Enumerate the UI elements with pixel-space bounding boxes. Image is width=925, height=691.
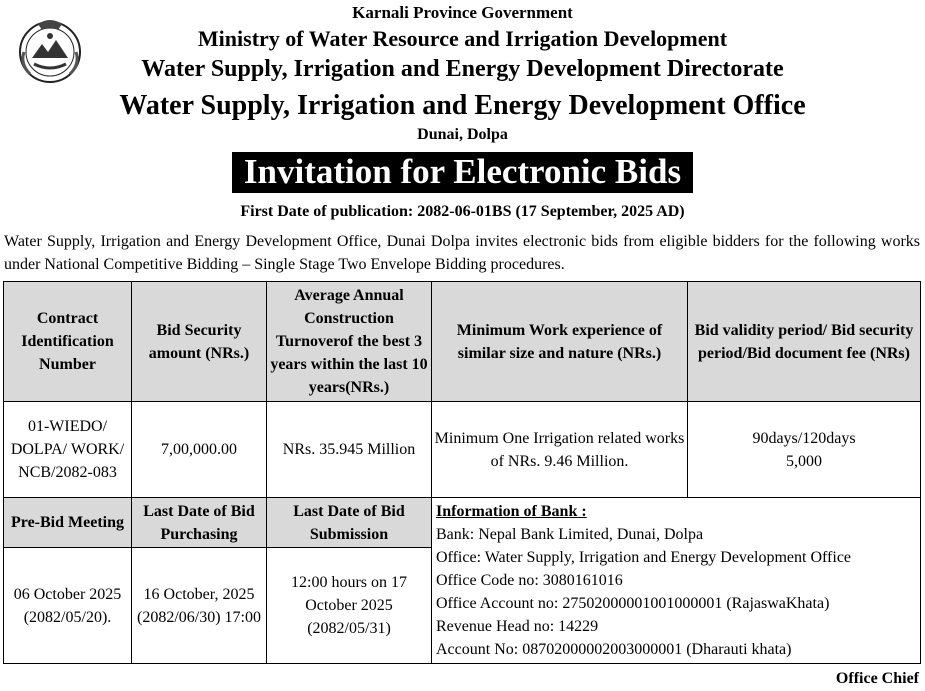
bank-account-no: Account No: 08702000002003000001 (Dharauti khata) <box>436 641 792 658</box>
cell-experience: Minimum One Irrigation related works of NRs. 9.46 Million. <box>432 402 688 498</box>
document-fee: 5,000 <box>786 452 822 470</box>
bank-office: Office: Water Supply, Irrigation and Energy Development Office <box>436 549 852 566</box>
bid-details-table <box>3 281 921 664</box>
header-purchase: Last Date of Bid Purchasing <box>132 498 267 548</box>
bank-info-title: Information of Bank : <box>436 503 587 520</box>
validity-period: 90days/120days <box>752 429 856 447</box>
header-prebid: Pre-Bid Meeting <box>4 498 132 548</box>
cell-prebid: 06 October 2025 (2082/05/20). <box>4 548 132 664</box>
cell-contract-id: 01-WIEDO/ DOLPA/ WORK/ NCB/2082-083 <box>4 402 132 498</box>
cell-purchase: 16 October, 2025 (2082/06/30) 17:00 <box>132 548 267 664</box>
signature: Office Chief <box>835 670 919 687</box>
cell-validity <box>688 402 921 498</box>
header-turnover: Average Annual Construction Turnoverof the best 3 years within the last 10 years(NRs.) <box>267 282 432 402</box>
header-contract-id: Contract Identification Number <box>4 282 132 402</box>
intro-paragraph: Water Supply, Irrigation and Energy Development Office, Dunai Dolpa invites electronic bids from eligible bidders for the following works under National Competitive Bidding – Single Stage Two Envelope Bidding procedures. <box>4 233 920 273</box>
notice-title: Invitation for Electronic Bids <box>232 152 693 193</box>
cell-submission: 12:00 hours on 17 October 2025 (2082/05/31) <box>267 548 432 664</box>
table-header-row <box>4 282 921 402</box>
bank-office-account: Office Account no: 27502000001001000001 (RajaswaKhata) <box>436 595 830 612</box>
cell-bid-security: 7,00,000.00 <box>132 402 267 498</box>
header-experience: Minimum Work experience of similar size and nature (NRs.) <box>432 282 688 402</box>
directorate-name: Water Supply, Irrigation and Energy Development Directorate <box>141 56 784 82</box>
bank-revenue-head: Revenue Head no: 14229 <box>436 618 599 635</box>
cell-turnover: NRs. 35.945 Million <box>267 402 432 498</box>
publication-date: First Date of publication: 2082-06-01BS (17 September, 2025 AD) <box>240 203 685 220</box>
header-validity: Bid validity period/ Bid security period/Bid document fee (NRs) <box>688 282 921 402</box>
header-submission: Last Date of Bid Submission <box>267 498 432 548</box>
bank-information <box>432 498 921 664</box>
table-header-row-2 <box>4 498 921 548</box>
province-name: Karnali Province Government <box>352 3 573 22</box>
office-name: Water Supply, Irrigation and Energy Development Office <box>119 90 806 121</box>
office-location: Dunai, Dolpa <box>417 126 508 143</box>
table-row <box>4 402 921 498</box>
ministry-name: Ministry of Water Resource and Irrigation Development <box>197 26 728 51</box>
header-bid-security: Bid Security amount (NRs.) <box>132 282 267 402</box>
bank-name: Bank: Nepal Bank Limited, Dunai, Dolpa <box>436 526 704 543</box>
bank-office-code: Office Code no: 3080161016 <box>436 572 623 589</box>
